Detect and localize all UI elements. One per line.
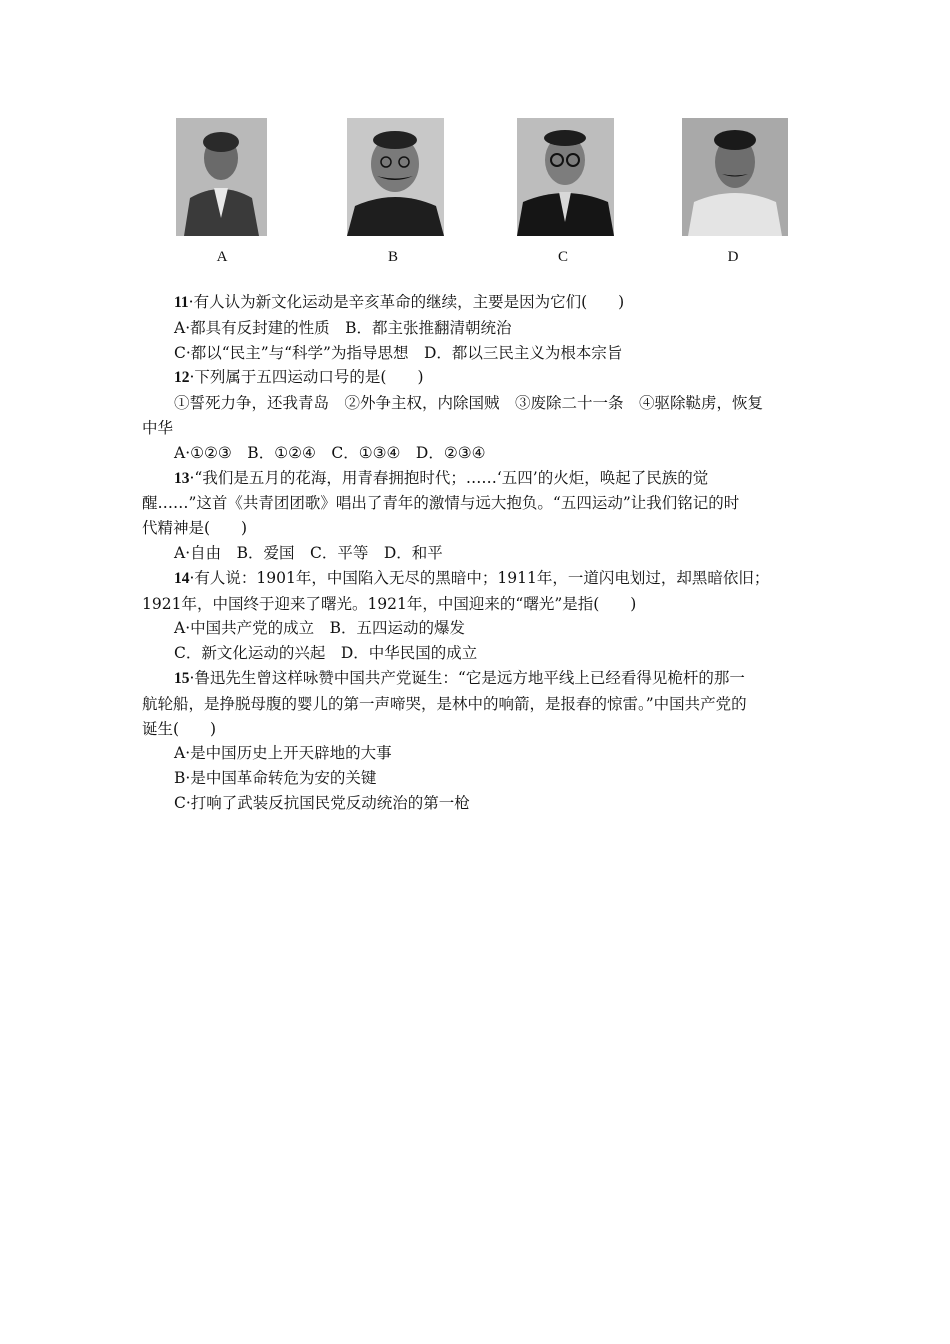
photo-label-c: C xyxy=(557,249,568,265)
photo-label-a: A xyxy=(216,249,228,265)
question-11-options-cd: C·都以“民主”与“科学”为指导思想 D．都以三民主义为根本宗旨 xyxy=(174,343,623,362)
question-13: 13·“我们是五月的花海，用青春拥抱时代；……‘五四’的火炬，唤起了民族的觉 xyxy=(174,468,709,487)
portrait-row xyxy=(0,0,950,280)
question-15: 15·鲁迅先生曾这样咏赞中国共产党诞生：“它是远方地平线上已经看得见桅杆的那一 xyxy=(174,668,745,687)
question-13-stem-2: 醒……”这首《共青团团歌》唱出了青年的激情与远大抱负。“五四运动”让我们铭记的时 xyxy=(142,494,740,513)
question-14-options-cd: C．新文化运动的兴起 D．中华民国的成立 xyxy=(174,644,478,663)
question-11-options-ab: A·都具有反封建的性质 B．都主张推翻清朝统治 xyxy=(174,318,512,337)
portrait-photo-icon xyxy=(682,118,788,236)
question-15-option-b: B·是中国革命转危为安的关键 xyxy=(174,769,377,788)
question-12-items-cont: 中华 xyxy=(142,418,174,437)
question-15-option-a: A·是中国历史上开天辟地的大事 xyxy=(174,744,392,763)
question-15-option-c: C·打响了武装反抗国民党反动统治的第一枪 xyxy=(174,793,470,812)
question-15-stem-2: 航轮船，是挣脱母腹的婴儿的第一声啼哭，是林中的响箭，是报春的惊雷。”中国共产党的 xyxy=(142,694,747,713)
portrait-photo-icon xyxy=(176,118,267,236)
question-13-options: A·自由 B．爱国 C．平等 D．和平 xyxy=(174,543,443,562)
question-14-options-ab: A·中国共产党的成立 B．五四运动的爆发 xyxy=(174,619,466,638)
question-12-items: ①誓死力争，还我青岛 ②外争主权，内除国贼 ③废除二十一条 ④驱除鞑虏，恢复 xyxy=(174,394,764,413)
question-12-options: A·①②③ B．①②④ C．①③④ D．②③④ xyxy=(174,443,486,462)
question-list xyxy=(142,290,812,816)
photo-label-d: D xyxy=(727,249,739,265)
question-13-stem-3: 代精神是( ) xyxy=(142,519,248,538)
photo-label-b: B xyxy=(387,249,398,265)
question-14: 14·有人说：1901年，中国陷入无尽的黑暗中；1911年，一道闪电划过，却黑暗依旧； xyxy=(174,568,770,587)
question-14-stem-2: 1921年，中国终于迎来了曙光。1921年，中国迎来的“曙光”是指( ) xyxy=(142,594,637,613)
question-12: 12·下列属于五四运动口号的是( ) xyxy=(174,368,424,387)
question-15-stem-3: 诞生( ) xyxy=(142,719,217,738)
question-11: 11·有人认为新文化运动是辛亥革命的继续，主要是因为它们( ) xyxy=(174,293,625,311)
portrait-photo-icon xyxy=(517,118,614,236)
portrait-photo-icon xyxy=(347,118,444,236)
